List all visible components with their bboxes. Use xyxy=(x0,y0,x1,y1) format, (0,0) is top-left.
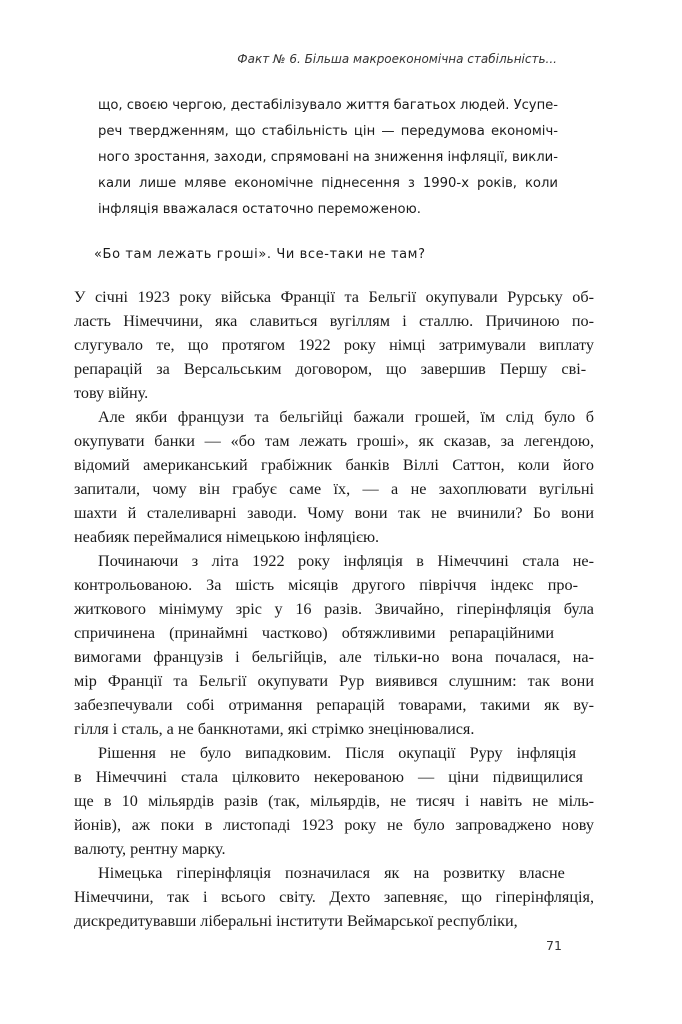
text-line: спричинена (принаймні частково) обтяжливими репараційними xyxy=(74,624,554,642)
text-line: валюту, рентну марку. xyxy=(74,840,226,858)
text-line: шахти й сталеливарні заводи. Чому вони так не вчинили? Бо вони xyxy=(74,504,594,522)
text-line: Німецька гіперінфляція позначилася як на розвитку власне xyxy=(98,864,565,882)
paragraph xyxy=(74,285,594,405)
text-line: в Німеччині стала цілковито некерованою — ціни підвищилися xyxy=(74,768,583,786)
text-line: окупувати банки — «бо там лежать гроші», як сказав, за легендою, xyxy=(74,432,594,450)
paragraph xyxy=(74,549,594,741)
paragraph xyxy=(74,861,594,933)
text-line: забезпечували собі отримання репарацій товарами, такими як ву- xyxy=(74,696,594,714)
text-line: ще в 10 мільярдів разів (так, мільярдів, не тисяч і навіть не міль- xyxy=(74,792,594,810)
text-line: йонів), аж поки в листопаді 1923 року не було запроваджено нову xyxy=(74,816,594,834)
text-line: ласть Німеччини, яка славиться вугіллям і сталлю. Причиною по- xyxy=(74,312,594,330)
text-line: слугувало те, що протягом 1922 року німці затримували виплату xyxy=(74,336,594,354)
text-line: У січні 1923 року війська Франції та Бельгії окупували Рурську об- xyxy=(74,288,594,306)
text-line: неабияк переймалися німецькою інфляцією. xyxy=(74,528,380,546)
text-line: Починаючи з літа 1922 року інфляція в Німеччині стала не- xyxy=(98,552,594,570)
text-line: Німеччини, так і всього світу. Дехто запевняє, що гіперінфляція, xyxy=(74,888,594,906)
text-line: Рішення не було випадковим. Після окупації Руру інфляція xyxy=(98,744,577,762)
text-line: мір Франції та Бельгії окупувати Рур виявився слушним: так вони xyxy=(74,672,594,690)
page-number: 71 xyxy=(546,938,562,953)
intro-paragraph xyxy=(98,93,558,223)
text-line: реч твердженням, що стабільність цін — передумова економіч- xyxy=(98,124,558,139)
text-line: інфляція вважалася остаточно переможеною. xyxy=(98,202,421,217)
text-line: вимогами французів і бельгійців, але тільки-но вона почалася, на- xyxy=(74,648,594,666)
text-line: кали лише мляве економічне піднесення з 1990-х років, коли xyxy=(98,176,558,191)
text-line: репарацій за Версальським договором, що завершив Першу сві- xyxy=(74,360,587,378)
text-line: тову війну. xyxy=(74,384,149,402)
text-line: ного зростання, заходи, спрямовані на зниження інфляції, викли- xyxy=(98,150,558,165)
paragraph xyxy=(74,741,594,861)
section-heading: «Бо там лежать гроші». Чи все-таки не там? xyxy=(94,247,426,262)
text-line: житкового мінімуму зріс у 16 разів. Звичайно, гіперінфляція була xyxy=(74,600,594,618)
text-line: Але якби французи та бельгійці бажали грошей, їм слід було б xyxy=(98,408,594,426)
text-line: запитали, чому він грабує саме їх, — а не захоплювати вугільні xyxy=(74,480,594,498)
text-line: контрольованою. За шість місяців другого півріччя індекс про- xyxy=(74,576,578,594)
text-line: відомий американський грабіжник банків Віллі Саттон, коли його xyxy=(74,456,594,474)
text-line: що, своєю чергою, дестабілізувало життя багатьох людей. Усупе- xyxy=(98,98,558,113)
text-line: дискредитувавши ліберальні інститути Веймарської республіки, xyxy=(74,912,518,930)
running-head: Факт № 6. Більша макроекономічна стабільність... xyxy=(237,52,557,66)
body-text xyxy=(74,285,594,933)
text-line: гілля і сталь, а не банкнотами, які стрімко знецінювалися. xyxy=(74,720,475,738)
paragraph xyxy=(74,405,594,549)
